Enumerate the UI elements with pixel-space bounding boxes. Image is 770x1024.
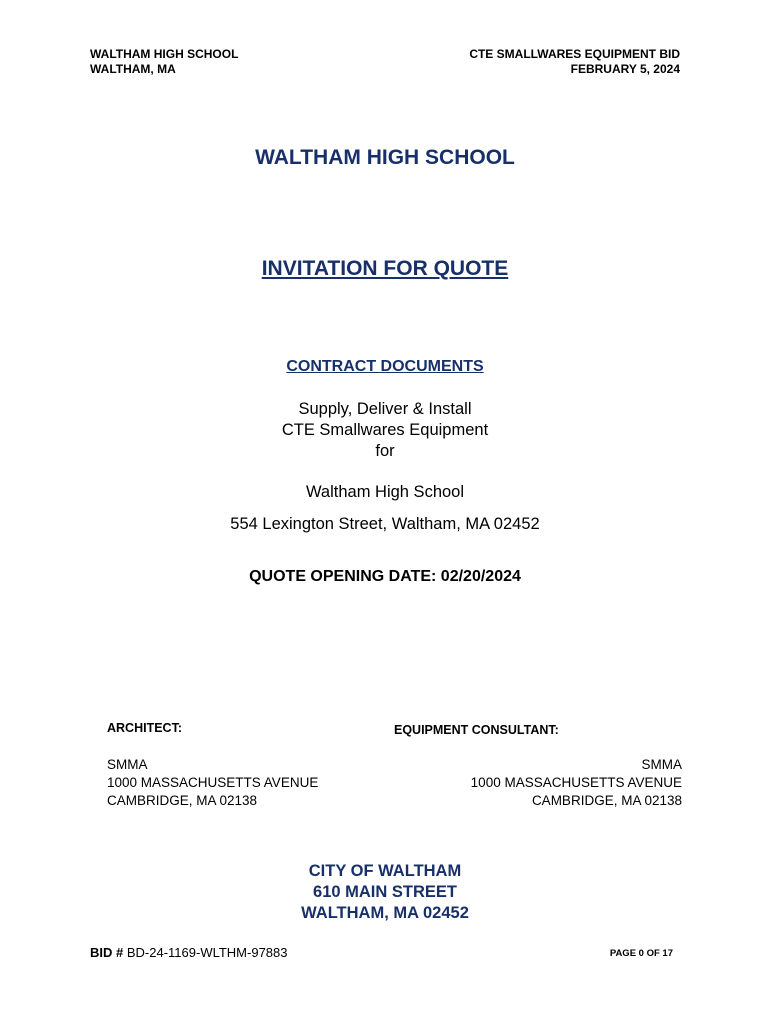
section-heading: CONTRACT DOCUMENTS: [286, 358, 484, 375]
consultant-street: 1000 MASSACHUSETTS AVENUE: [470, 775, 682, 790]
bid-number: [90, 945, 288, 960]
page-number: PAGE 0 OF 17: [609, 948, 673, 959]
architect-name: SMMA: [107, 757, 148, 772]
consultant-city: CAMBRIDGE, MA 02138: [531, 793, 682, 808]
city-block: [0, 861, 770, 924]
city-street: 610 MAIN STREET: [313, 883, 457, 901]
scope-line-1: Supply, Deliver & Install: [298, 400, 472, 418]
document-subtitle: INVITATION FOR QUOTE: [261, 257, 509, 280]
scope-line-2: CTE Smallwares Equipment: [281, 421, 489, 439]
architect-street: 1000 MASSACHUSETTS AVENUE: [107, 775, 319, 790]
header-right: [469, 47, 680, 77]
header-left: [90, 47, 238, 77]
architect-address: [107, 756, 318, 810]
scope-block: [0, 399, 770, 462]
school-address: 554 Lexington Street, Waltham, MA 02452: [230, 515, 540, 533]
bid-value: BD-24-1169-WLTHM-97883: [126, 945, 288, 960]
school-name: Waltham High School: [305, 483, 465, 501]
document-title: WALTHAM HIGH SCHOOL: [255, 146, 515, 169]
architect-label: ARCHITECT:: [107, 721, 182, 735]
header-location: WALTHAM, MA: [90, 62, 176, 76]
consultant-name: SMMA: [641, 757, 682, 772]
city-state-zip: WALTHAM, MA 02452: [301, 904, 469, 922]
header-date: FEBRUARY 5, 2024: [570, 62, 680, 76]
city-name: CITY OF WALTHAM: [308, 862, 462, 880]
scope-line-3: for: [375, 442, 395, 460]
architect-city: CAMBRIDGE, MA 02138: [107, 793, 258, 808]
consultant-label: EQUIPMENT CONSULTANT:: [394, 723, 559, 737]
quote-opening-date: QUOTE OPENING DATE: 02/20/2024: [249, 568, 521, 585]
bid-label: BID #: [90, 945, 124, 960]
header-school-name: WALTHAM HIGH SCHOOL: [90, 47, 239, 61]
consultant-address: [471, 756, 682, 810]
header-bid-title: CTE SMALLWARES EQUIPMENT BID: [469, 47, 680, 61]
